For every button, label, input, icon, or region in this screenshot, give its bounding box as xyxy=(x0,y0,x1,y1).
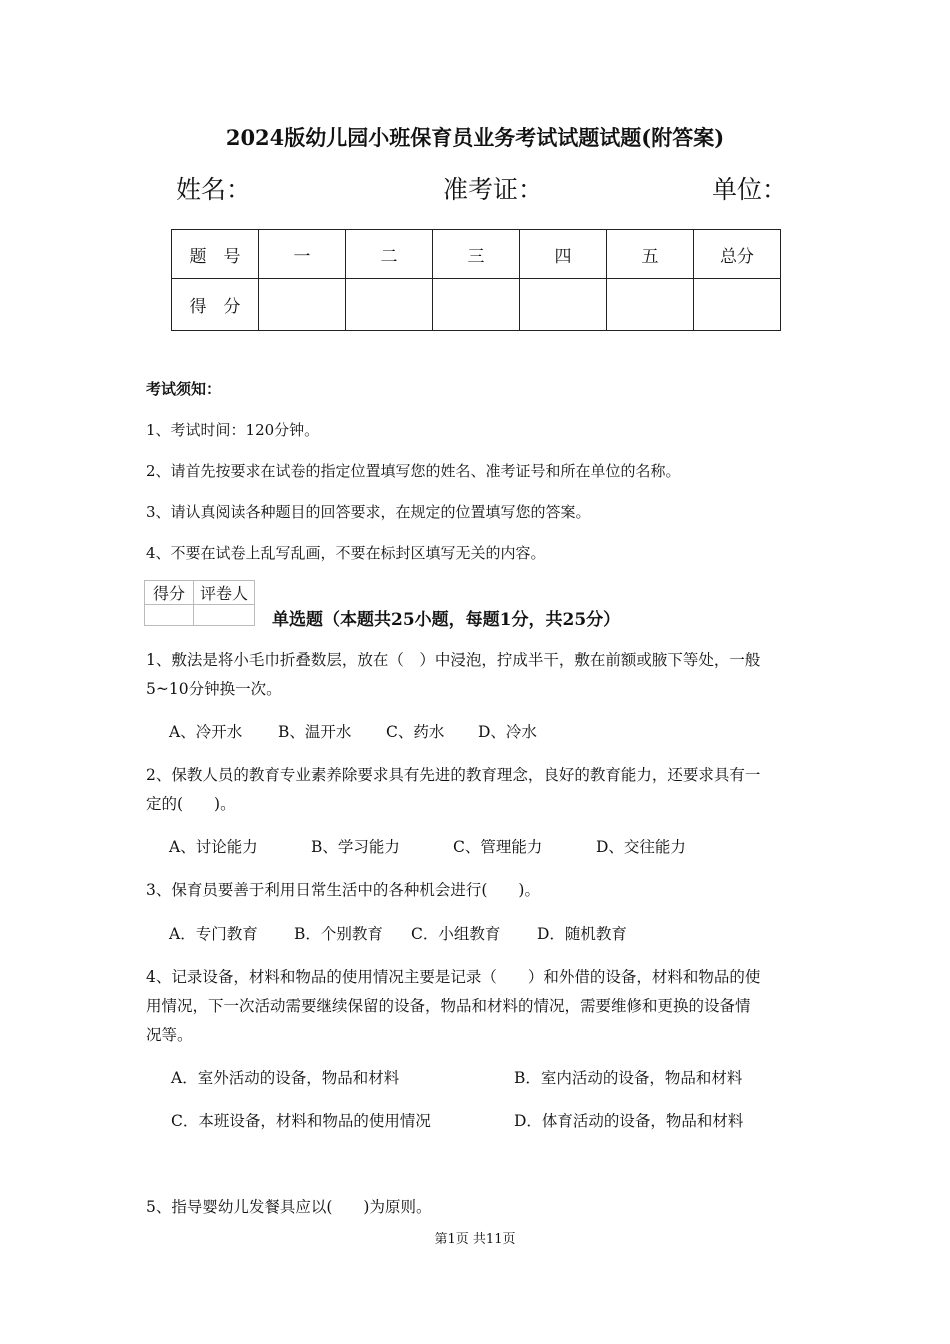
score-header-cell: 总分 xyxy=(694,230,781,279)
question-2-option-b[interactable]: B、学习能力 xyxy=(311,838,400,856)
question-1-line: 1、敷法是将小毛巾折叠数层，放在（ ）中浸泡，拧成半干，敷在前额或腋下等处，一般 xyxy=(146,651,761,669)
score-header-cell: 二 xyxy=(346,230,433,279)
question-2-line: 定的( )。 xyxy=(146,795,236,813)
question-1-option-c[interactable]: C、药水 xyxy=(386,723,445,741)
score-table xyxy=(171,229,781,331)
score-cell[interactable] xyxy=(433,279,520,331)
grader-box xyxy=(144,580,255,626)
question-3-option-d[interactable]: D．随机教育 xyxy=(537,925,627,943)
question-1-option-d[interactable]: D、冷水 xyxy=(478,723,537,741)
notice-title: 考试须知： xyxy=(146,380,222,398)
notice-item: 3、请认真阅读各种题目的回答要求，在规定的位置填写您的答案。 xyxy=(146,503,591,521)
question-2-option-d[interactable]: D、交往能力 xyxy=(596,838,686,856)
question-2-line: 2、保教人员的教育专业素养除要求具有先进的教育理念，良好的教育能力，还要求具有一 xyxy=(146,766,761,784)
question-4-option-d[interactable]: D．体育活动的设备，物品和材料 xyxy=(514,1112,744,1130)
question-1-line: 5~10分钟换一次。 xyxy=(146,680,282,698)
question-3-option-a[interactable]: A．专门教育 xyxy=(169,925,258,943)
question-2-option-c[interactable]: C、管理能力 xyxy=(453,838,543,856)
question-4-option-c[interactable]: C．本班设备，材料和物品的使用情况 xyxy=(171,1112,431,1130)
question-1-option-a[interactable]: A、冷开水 xyxy=(169,723,243,741)
question-2-option-a[interactable]: A、讨论能力 xyxy=(169,838,258,856)
score-table-score-row xyxy=(172,279,781,331)
page-title: 2024版幼儿园小班保育员业务考试试题试题(附答案) xyxy=(225,125,725,150)
question-5-line: 5、指导婴幼儿发餐具应以( )为原则。 xyxy=(146,1198,432,1216)
section-title: 单选题（本题共25小题，每题1分，共25分） xyxy=(272,610,621,630)
grader-name-label: 评卷人 xyxy=(194,581,255,605)
exam-id-label: 准考证： xyxy=(443,175,544,204)
notice-item: 1、考试时间：120分钟。 xyxy=(146,421,320,439)
question-4-line: 用情况，下一次活动需要继续保留的设备，物品和材料的情况，需要维修和更换的设备情 xyxy=(146,997,751,1015)
question-4-line: 4、记录设备，材料和物品的使用情况主要是记录（ ）和外借的设备，材料和物品的使 xyxy=(146,968,761,986)
question-3-line: 3、保育员要善于利用日常生活中的各种机会进行( )。 xyxy=(146,881,540,899)
score-header-cell: 题 号 xyxy=(172,230,259,279)
score-cell[interactable] xyxy=(346,279,433,331)
grader-name-cell[interactable] xyxy=(194,605,255,626)
question-3-option-c[interactable]: C．小组教育 xyxy=(411,925,501,943)
score-header-cell: 三 xyxy=(433,230,520,279)
unit-label: 单位： xyxy=(712,175,788,204)
page-footer: 第1页 共11页 xyxy=(434,1232,516,1247)
question-4-line: 况等。 xyxy=(146,1026,193,1044)
notice-item: 2、请首先按要求在试卷的指定位置填写您的姓名、准考证号和所在单位的名称。 xyxy=(146,462,681,480)
score-header-cell: 一 xyxy=(259,230,346,279)
score-header-cell: 五 xyxy=(607,230,694,279)
score-row-label: 得 分 xyxy=(172,279,259,331)
score-cell[interactable] xyxy=(607,279,694,331)
score-header-cell: 四 xyxy=(520,230,607,279)
score-cell[interactable] xyxy=(259,279,346,331)
question-4-option-b[interactable]: B．室内活动的设备，物品和材料 xyxy=(514,1069,743,1087)
name-label: 姓名： xyxy=(176,175,252,204)
score-cell[interactable] xyxy=(694,279,781,331)
question-1-option-b[interactable]: B、温开水 xyxy=(278,723,352,741)
score-table-header-row xyxy=(172,230,781,279)
grader-score-label: 得分 xyxy=(145,581,194,605)
notice-item: 4、不要在试卷上乱写乱画，不要在标封区填写无关的内容。 xyxy=(146,544,546,562)
question-3-option-b[interactable]: B．个别教育 xyxy=(294,925,383,943)
grader-score-cell[interactable] xyxy=(145,605,194,626)
score-cell[interactable] xyxy=(520,279,607,331)
question-4-option-a[interactable]: A．室外活动的设备，物品和材料 xyxy=(171,1069,400,1087)
